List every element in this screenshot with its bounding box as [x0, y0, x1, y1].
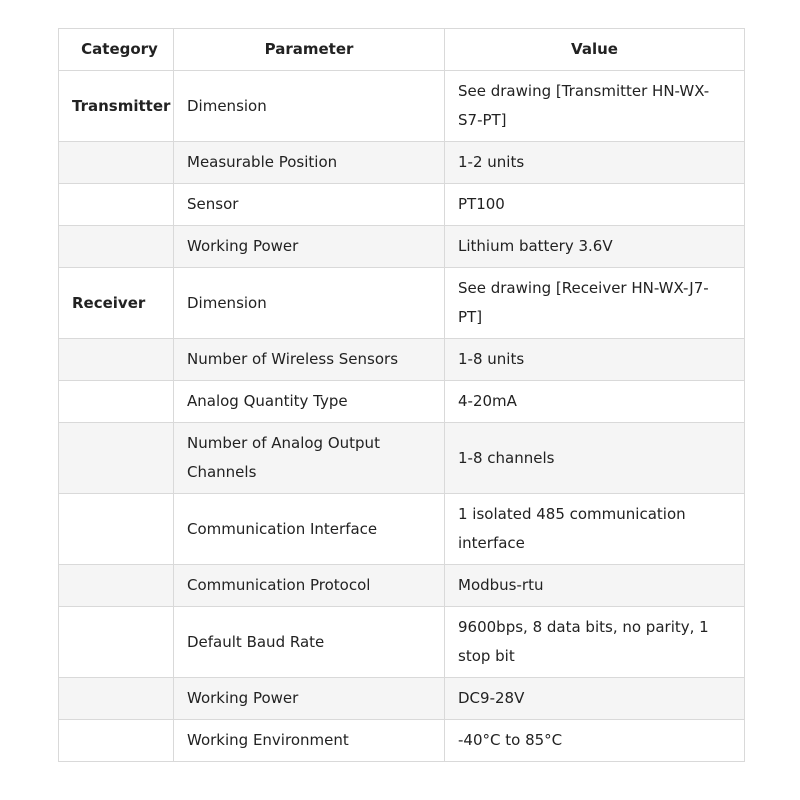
table-row [59, 268, 745, 339]
parameter-cell: Communication Protocol [174, 565, 445, 607]
parameter-cell: Default Baud Rate [174, 607, 445, 678]
header-parameter: Parameter [174, 29, 445, 71]
value-cell: 9600bps, 8 data bits, no parity, 1 stop bit [445, 607, 745, 678]
table-row [59, 607, 745, 678]
value-cell: See drawing [Transmitter HN-WX-S7-PT] [445, 71, 745, 142]
parameter-cell: Measurable Position [174, 142, 445, 184]
parameter-cell: Working Environment [174, 720, 445, 762]
table-row [59, 339, 745, 381]
category-cell [59, 607, 174, 678]
parameter-cell: Dimension [174, 268, 445, 339]
parameter-cell: Dimension [174, 71, 445, 142]
value-cell: 4-20mA [445, 381, 745, 423]
header-row [59, 29, 745, 71]
table-row [59, 381, 745, 423]
table-row [59, 226, 745, 268]
header-category: Category [59, 29, 174, 71]
category-cell [59, 381, 174, 423]
parameter-cell: Working Power [174, 678, 445, 720]
parameter-cell: Sensor [174, 184, 445, 226]
value-cell: Lithium battery 3.6V [445, 226, 745, 268]
table-row [59, 71, 745, 142]
parameter-cell: Number of Wireless Sensors [174, 339, 445, 381]
table-row [59, 720, 745, 762]
category-cell [59, 142, 174, 184]
category-cell [59, 720, 174, 762]
table-row [59, 142, 745, 184]
parameter-cell: Analog Quantity Type [174, 381, 445, 423]
category-cell [59, 226, 174, 268]
value-cell: 1-8 units [445, 339, 745, 381]
table-row [59, 494, 745, 565]
value-cell: 1-8 channels [445, 423, 745, 494]
category-cell [59, 339, 174, 381]
value-cell: See drawing [Receiver HN-WX-J7-PT] [445, 268, 745, 339]
parameter-cell: Number of Analog Output Channels [174, 423, 445, 494]
value-cell: -40°C to 85°C [445, 720, 745, 762]
value-cell: 1 isolated 485 communication interface [445, 494, 745, 565]
category-cell [59, 678, 174, 720]
table-row [59, 565, 745, 607]
table-row [59, 184, 745, 226]
category-cell [59, 494, 174, 565]
category-cell [59, 184, 174, 226]
value-cell: Modbus-rtu [445, 565, 745, 607]
spec-table [58, 28, 745, 762]
value-cell: DC9-28V [445, 678, 745, 720]
table-row [59, 423, 745, 494]
parameter-cell: Communication Interface [174, 494, 445, 565]
parameter-cell: Working Power [174, 226, 445, 268]
header-value: Value [445, 29, 745, 71]
category-cell [59, 423, 174, 494]
table-row [59, 678, 745, 720]
category-cell: Transmitter [59, 71, 174, 142]
value-cell: 1-2 units [445, 142, 745, 184]
value-cell: PT100 [445, 184, 745, 226]
category-cell [59, 565, 174, 607]
category-cell: Receiver [59, 268, 174, 339]
